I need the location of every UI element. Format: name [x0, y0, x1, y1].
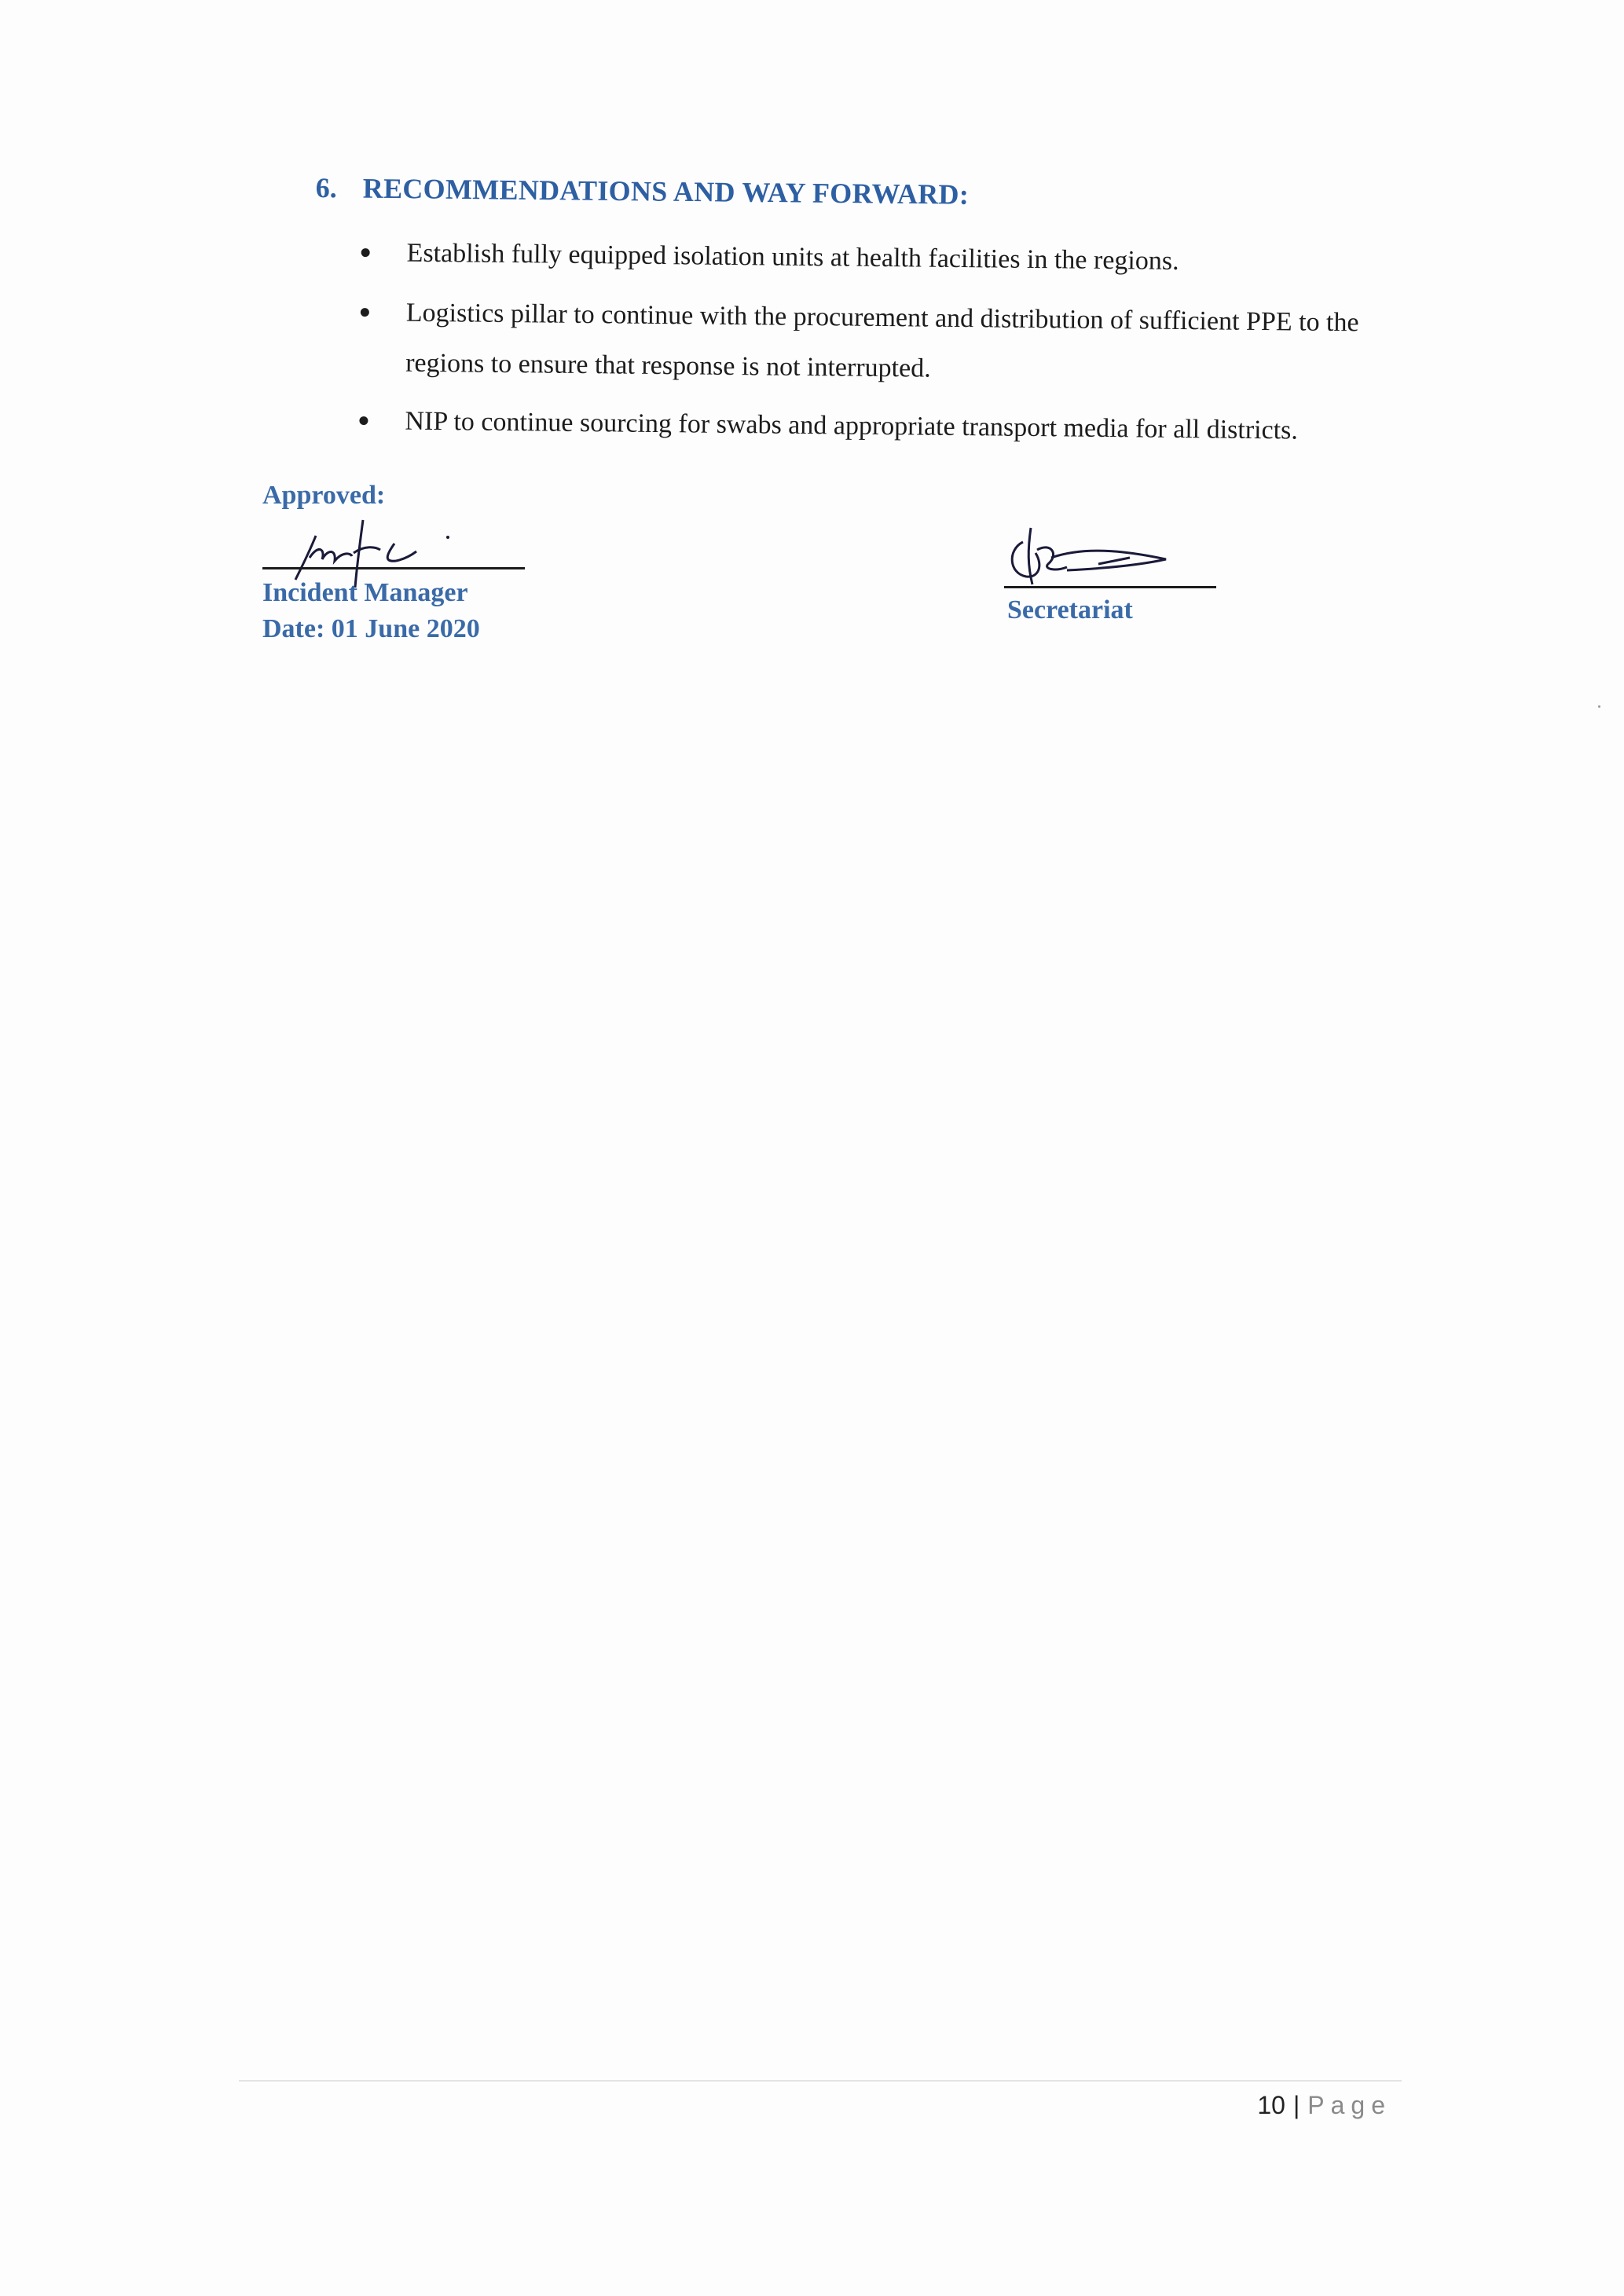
signature-line: [262, 567, 525, 569]
recommendation-text: Establish fully equipped isolation units at health facilities in the regions.: [406, 238, 1179, 276]
list-item: [357, 287, 1442, 399]
page-word: Page: [1307, 2091, 1391, 2119]
secretariat-role: Secretariat: [1007, 595, 1133, 624]
bullet-icon: [361, 248, 370, 257]
signature-line: [1004, 586, 1216, 588]
secretariat-signature: [1004, 518, 1224, 589]
page-number: 10: [1257, 2091, 1285, 2119]
section-number: 6.: [315, 171, 337, 204]
list-item: [356, 396, 1441, 457]
approved-label: Approved:: [262, 481, 386, 510]
approval-date: Date: 01 June 2020: [262, 614, 480, 643]
footer-separator: |: [1292, 2091, 1300, 2119]
section-heading: [316, 171, 970, 211]
bullet-icon: [359, 416, 368, 425]
recommendation-text: Logistics pillar to continue with the procurement and distribution of sufficient PPE to the regions to ensure that response is not interrupted.: [405, 298, 1359, 383]
list-item: [357, 228, 1443, 289]
recommendations-list: [356, 228, 1443, 460]
scan-speck: [1598, 705, 1600, 708]
bullet-icon: [361, 308, 369, 317]
footer-divider: [239, 2080, 1402, 2082]
approval-block: [262, 481, 545, 643]
section-title: RECOMMENDATIONS AND WAY FORWARD:: [362, 172, 970, 211]
page-footer: [1257, 2091, 1391, 2120]
recommendation-text: NIP to continue sourcing for swabs and appropriate transport media for all districts.: [405, 406, 1299, 445]
approver-role: Incident Manager: [262, 578, 468, 607]
